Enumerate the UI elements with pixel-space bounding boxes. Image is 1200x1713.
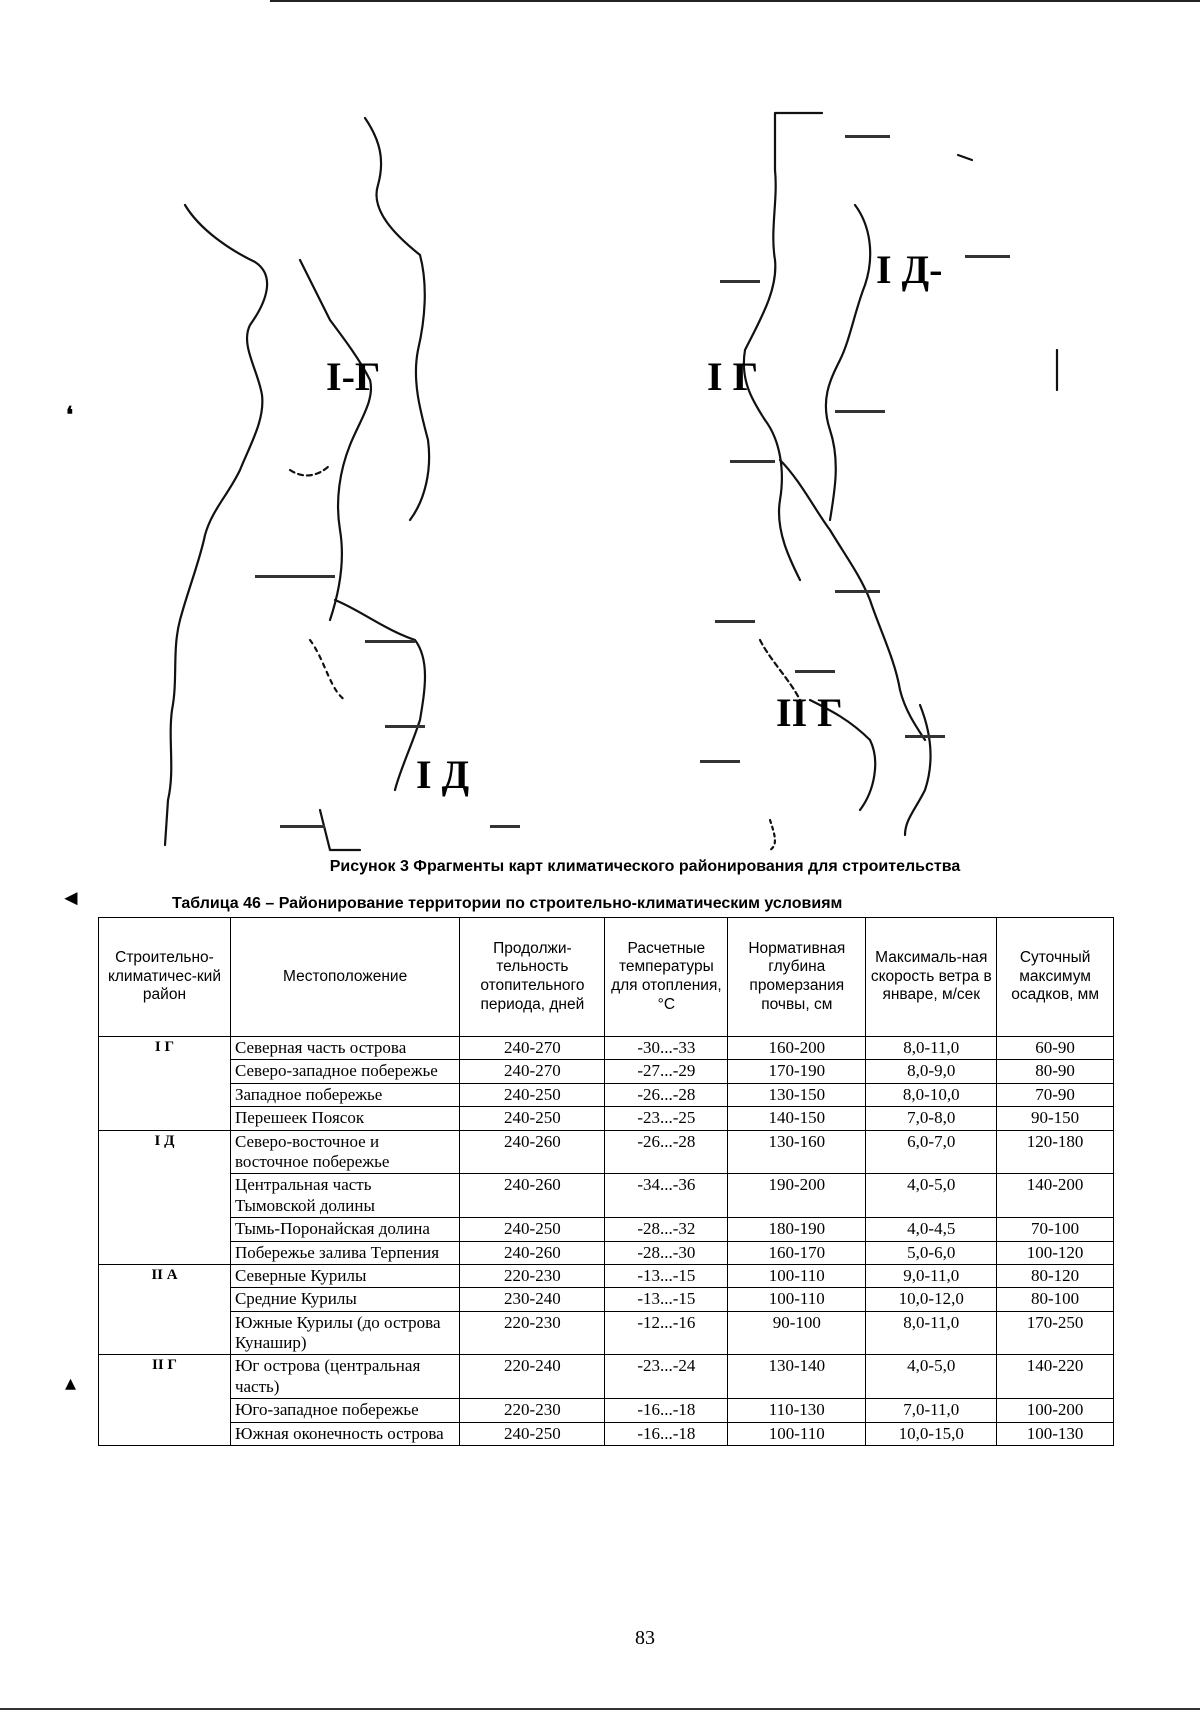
cell-heating-period: 220-230 (460, 1399, 605, 1422)
cell-max-wind: 6,0-7,0 (866, 1130, 997, 1174)
right-map-south-coast (905, 705, 930, 835)
header-max-wind: Максималь-ная скорость ветра в январе, м/сек (866, 918, 997, 1037)
cell-region: II Г (99, 1355, 231, 1446)
cell-heating-temperature: -23...-24 (605, 1355, 728, 1399)
map-label-1d-right: I Д- (876, 247, 943, 292)
cell-max-wind: 7,0-11,0 (866, 1399, 997, 1422)
cell-region: II А (99, 1264, 231, 1355)
cell-heating-temperature: -12...-16 (605, 1311, 728, 1355)
table-row (99, 1399, 1114, 1422)
cell-heating-period: 240-260 (460, 1130, 605, 1174)
cell-location: Северные Курилы (230, 1264, 459, 1287)
table-row (99, 1264, 1114, 1287)
left-map-lower-boundary (335, 600, 425, 790)
cell-heating-period: 240-250 (460, 1218, 605, 1241)
cell-heating-period: 220-230 (460, 1264, 605, 1287)
cell-frost-depth: 160-170 (728, 1241, 866, 1264)
cell-frost-depth: 130-140 (728, 1355, 866, 1399)
cell-daily-precipitation: 120-180 (997, 1130, 1114, 1174)
cell-heating-temperature: -30...-33 (605, 1037, 728, 1060)
cell-heating-temperature: -23...-25 (605, 1107, 728, 1130)
cell-heating-period: 220-240 (460, 1355, 605, 1399)
cell-heating-period: 240-260 (460, 1174, 605, 1218)
cell-heating-period: 220-230 (460, 1311, 605, 1355)
cell-heating-period: 240-250 (460, 1083, 605, 1106)
map-label-1d-left: I Д (416, 752, 470, 797)
table-row (99, 1083, 1114, 1106)
cell-heating-temperature: -16...-18 (605, 1399, 728, 1422)
cell-heating-period: 230-240 (460, 1288, 605, 1311)
cell-location: Южная оконечность острова (230, 1422, 459, 1445)
table-caption: Таблица 46 – Районирование территории по строительно-климатическим условиям (172, 895, 843, 912)
cell-daily-precipitation: 80-120 (997, 1264, 1114, 1287)
cell-frost-depth: 180-190 (728, 1218, 866, 1241)
zoning-table (98, 917, 1114, 1446)
left-map-coastline-east (365, 118, 429, 520)
cell-heating-period: 240-270 (460, 1060, 605, 1083)
cell-region: I Г (99, 1037, 231, 1131)
cell-frost-depth: 100-110 (728, 1264, 866, 1287)
cell-daily-precipitation: 60-90 (997, 1037, 1114, 1060)
cell-daily-precipitation: 70-90 (997, 1083, 1114, 1106)
margin-mark: ◄ (60, 885, 82, 910)
cell-daily-precipitation: 90-150 (997, 1107, 1114, 1130)
cell-max-wind: 8,0-11,0 (866, 1311, 997, 1355)
cell-daily-precipitation: 100-120 (997, 1241, 1114, 1264)
cell-heating-temperature: -27...-29 (605, 1060, 728, 1083)
header-daily-precipitation: Суточный максимум осадков, мм (997, 918, 1114, 1037)
cell-daily-precipitation: 140-220 (997, 1355, 1114, 1399)
right-map-coastline-east (826, 205, 870, 520)
cell-heating-temperature: -26...-28 (605, 1130, 728, 1174)
map-label-1g-right: I Г (707, 354, 759, 399)
cell-frost-depth: 170-190 (728, 1060, 866, 1083)
table-row (99, 1107, 1114, 1130)
cell-frost-depth: 130-150 (728, 1083, 866, 1106)
cell-frost-depth: 110-130 (728, 1399, 866, 1422)
cell-heating-period: 240-260 (460, 1241, 605, 1264)
cell-location: Северо-восточное и восточное побережье (230, 1130, 459, 1174)
cell-region: I Д (99, 1130, 231, 1264)
header-region: Строительно-климатичес-кий район (99, 918, 231, 1037)
cell-location: Перешеек Поясок (230, 1107, 459, 1130)
header-heating-temperature: Расчетные температуры для отопления, °С (605, 918, 728, 1037)
page-number: 83 (635, 1627, 655, 1649)
cell-daily-precipitation: 80-100 (997, 1288, 1114, 1311)
table-row (99, 1241, 1114, 1264)
cell-heating-temperature: -34...-36 (605, 1174, 728, 1218)
cell-heating-temperature: -26...-28 (605, 1083, 728, 1106)
cell-heating-period: 240-270 (460, 1037, 605, 1060)
table-row (99, 1355, 1114, 1399)
cell-location: Средние Курилы (230, 1288, 459, 1311)
cell-max-wind: 8,0-11,0 (866, 1037, 997, 1060)
map-label-1g-left: I-Г (326, 354, 381, 399)
cell-heating-temperature: -16...-18 (605, 1422, 728, 1445)
cell-frost-depth: 140-150 (728, 1107, 866, 1130)
bottom-scan-rule (0, 1708, 1200, 1710)
cell-max-wind: 10,0-12,0 (866, 1288, 997, 1311)
cell-heating-temperature: -28...-32 (605, 1218, 728, 1241)
cell-heating-period: 240-250 (460, 1107, 605, 1130)
cell-frost-depth: 100-110 (728, 1422, 866, 1445)
cell-frost-depth: 100-110 (728, 1288, 866, 1311)
cell-location: Южные Курилы (до острова Кунашир) (230, 1311, 459, 1355)
cell-daily-precipitation: 80-90 (997, 1060, 1114, 1083)
cell-max-wind: 8,0-10,0 (866, 1083, 997, 1106)
cell-daily-precipitation: 140-200 (997, 1174, 1114, 1218)
table-row (99, 1174, 1114, 1218)
cell-heating-temperature: -28...-30 (605, 1241, 728, 1264)
table-row (99, 1288, 1114, 1311)
table-row (99, 1060, 1114, 1083)
header-frost-depth: Нормативная глубина промерзания почвы, см (728, 918, 866, 1037)
cell-daily-precipitation: 170-250 (997, 1311, 1114, 1355)
cell-location: Северо-западное побережье (230, 1060, 459, 1083)
cell-max-wind: 4,0-5,0 (866, 1174, 997, 1218)
margin-mark: ▴ (65, 1370, 77, 1395)
left-map-inner-boundary (300, 260, 371, 620)
table-row (99, 1130, 1114, 1174)
cell-location: Западное побережье (230, 1083, 459, 1106)
cell-max-wind: 5,0-6,0 (866, 1241, 997, 1264)
table-row (99, 1037, 1114, 1060)
cell-daily-precipitation: 100-200 (997, 1399, 1114, 1422)
cell-location: Юго-западное побережье (230, 1399, 459, 1422)
cell-frost-depth: 130-160 (728, 1130, 866, 1174)
cell-daily-precipitation: 100-130 (997, 1422, 1114, 1445)
header-heating-period: Продолжи-тельность отопительного периода, дней (460, 918, 605, 1037)
cell-location: Северная часть острова (230, 1037, 459, 1060)
cell-frost-depth: 190-200 (728, 1174, 866, 1218)
header-location: Местоположение (230, 918, 459, 1037)
left-map-coastline-west (165, 205, 267, 845)
table-row (99, 1218, 1114, 1241)
table-row (99, 1422, 1114, 1445)
cell-frost-depth: 160-200 (728, 1037, 866, 1060)
cell-heating-period: 240-250 (460, 1422, 605, 1445)
cell-location: Юг острова (центральная часть) (230, 1355, 459, 1399)
cell-location: Побережье залива Терпения (230, 1241, 459, 1264)
cell-max-wind: 7,0-8,0 (866, 1107, 997, 1130)
cell-heating-temperature: -13...-15 (605, 1264, 728, 1287)
cell-daily-precipitation: 70-100 (997, 1218, 1114, 1241)
table-body (99, 1037, 1114, 1446)
cell-max-wind: 8,0-9,0 (866, 1060, 997, 1083)
cell-max-wind: 4,0-4,5 (866, 1218, 997, 1241)
left-map-bottom-line (320, 810, 360, 850)
cell-location: Центральная часть Тымовской долины (230, 1174, 459, 1218)
cell-location: Тымь-Поронайская долина (230, 1218, 459, 1241)
cell-max-wind: 9,0-11,0 (866, 1264, 997, 1287)
cell-max-wind: 4,0-5,0 (866, 1355, 997, 1399)
cell-max-wind: 10,0-15,0 (866, 1422, 997, 1445)
map-label-2g-right: II Г (776, 690, 843, 735)
cell-frost-depth: 90-100 (728, 1311, 866, 1355)
margin-mark: ❛ (66, 402, 74, 427)
table-row (99, 1311, 1114, 1355)
cell-heating-temperature: -13...-15 (605, 1288, 728, 1311)
right-map-top-corner (775, 113, 822, 170)
table-header-row (99, 918, 1114, 1037)
figure-caption: Рисунок 3 Фрагменты карт климатического районирования для строительства (329, 858, 961, 875)
